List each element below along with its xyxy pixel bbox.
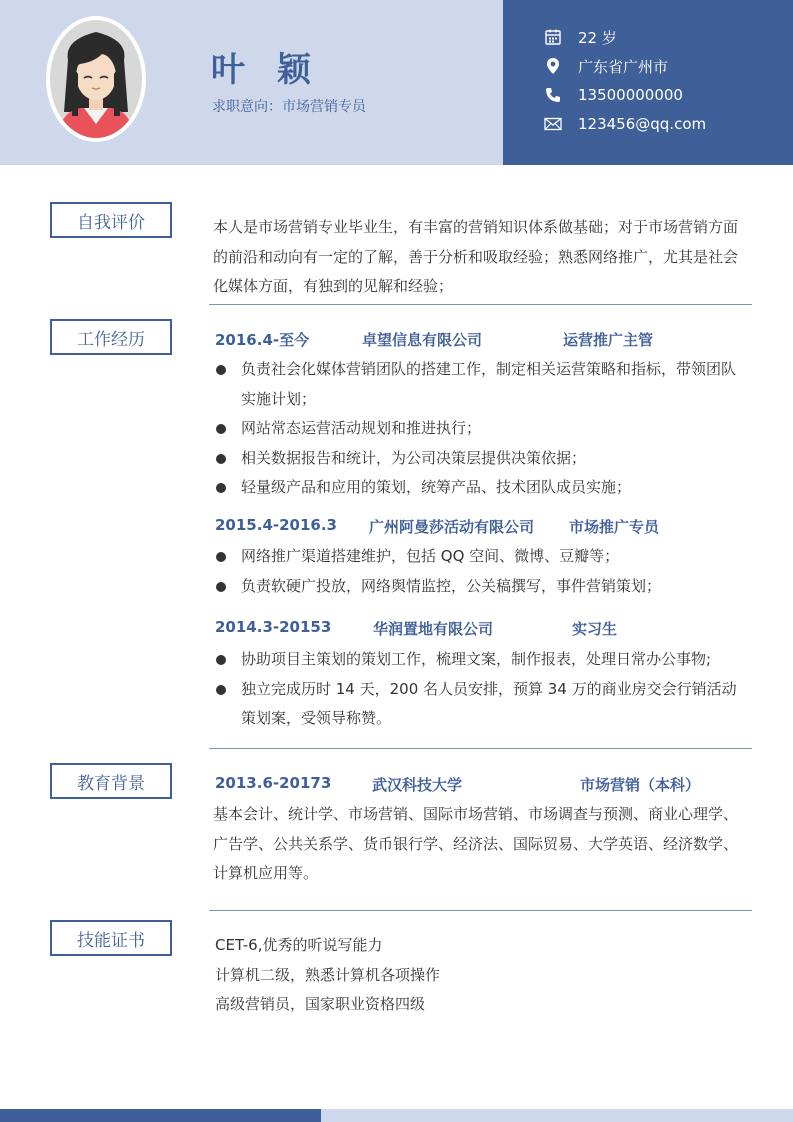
job-company: 卓望信息有限公司	[362, 331, 483, 349]
section-divider	[209, 748, 752, 749]
job-position: 运营推广主管	[563, 331, 654, 349]
duty-text: 网站常态运营活动规划和推进执行；	[241, 419, 482, 437]
skill-item: 高级营销员，国家职业资格四级	[215, 995, 426, 1013]
job-company: 广州阿曼莎活动有限公司	[369, 518, 535, 536]
bullet-dot	[216, 552, 226, 562]
contact-panel	[503, 0, 793, 165]
section-title-skills: 技能证书	[50, 920, 172, 956]
duty-text: 独立完成历时 14 天，200 名人员安排，预算 34 万的商业房交会行销活动策划案，受领导称赞。	[241, 679, 737, 727]
footer-accent	[0, 1109, 321, 1122]
skill-item: CET-6,优秀的听说写能力	[215, 936, 383, 954]
skill-item: 计算机二级，熟悉计算机各项操作	[215, 965, 441, 984]
job-company: 华润置地有限公司	[373, 620, 494, 638]
email-text: 123456@qq.com	[578, 115, 707, 133]
list-item	[214, 414, 748, 444]
avatar	[46, 16, 146, 142]
duty-text: 轻量级产品和应用的策划，统筹产品、技术团队成员实施；	[241, 478, 632, 496]
section-divider	[209, 910, 752, 911]
mail-icon	[543, 114, 563, 134]
edu-major: 市场营销（本科）	[580, 776, 701, 794]
list-item	[214, 473, 748, 503]
contact-phone	[543, 84, 783, 106]
list-item	[214, 645, 748, 675]
location-pin-icon	[543, 56, 563, 76]
duty-text: 相关数据报告和统计，为公司决策层提供决策依据；	[241, 448, 587, 467]
section-title-work: 工作经历	[50, 319, 172, 355]
list-item	[214, 444, 748, 474]
contact-email	[543, 113, 783, 135]
phone-icon	[543, 85, 563, 105]
job-period: 2016.4-至今	[215, 331, 310, 349]
bullet-dot	[216, 655, 226, 665]
location-text: 广东省广州市	[578, 57, 669, 76]
duty-text: 负责社会化媒体营销团队的搭建工作，制定相关运营策略和指标，带领团队实施计划；	[241, 360, 737, 408]
edu-courses: 基本会计、统计学、市场营销、国际市场营销、市场调查与预测、商业心理学、广告学、公共关系学、货币银行学、经济法、国际贸易、大学英语、经济数学、计算机应用等。	[213, 805, 739, 882]
bullet-dot	[216, 365, 226, 375]
job-period: 2015.4-2016.3	[215, 516, 337, 534]
self-eval-text: 本人是市场营销专业毕业生，有丰富的营销知识体系做基础；对于市场营销方面的前沿和动向有一定的了解，善于分析和吸取经验；熟悉网络推广，尤其是社会化媒体方面，有独到的见解和经验；	[213, 218, 739, 295]
list-item	[214, 355, 748, 414]
bullet-dot	[216, 454, 226, 464]
bullet-dot	[216, 424, 226, 434]
bullet-dot	[216, 483, 226, 493]
job-position: 市场推广专员	[569, 518, 660, 536]
duty-text: 网络推广渠道搭建维护，包括 QQ 空间、微博、豆瓣等；	[241, 547, 620, 565]
list-item	[214, 542, 748, 572]
age-text: 22 岁	[578, 28, 617, 47]
list-item	[214, 572, 748, 602]
job-position: 实习生	[572, 620, 618, 638]
bullet-dot	[216, 582, 226, 592]
edu-school: 武汉科技大学	[372, 776, 463, 794]
calendar-icon	[543, 27, 563, 47]
list-item	[214, 675, 748, 734]
contact-age	[543, 26, 783, 48]
bullet-dot	[216, 685, 226, 695]
contact-location	[543, 55, 783, 77]
phone-text: 13500000000	[578, 86, 683, 104]
avatar-illustration	[50, 20, 142, 138]
candidate-name: 叶 颖	[211, 50, 321, 90]
duty-text: 协助项目主策划的策划工作，梳理文案，制作报表，处理日常办公事物;	[241, 650, 712, 668]
edu-period: 2013.6-20173	[215, 774, 332, 792]
duty-text: 负责软硬广投放，网络舆情监控，公关稿撰写，事件营销策划；	[241, 576, 662, 595]
job-period: 2014.3-20153	[215, 618, 332, 636]
section-divider	[209, 304, 752, 305]
section-title-self-eval: 自我评价	[50, 202, 172, 238]
section-title-education: 教育背景	[50, 763, 172, 799]
job-intent: 求职意向：市场营销专员	[212, 99, 366, 115]
